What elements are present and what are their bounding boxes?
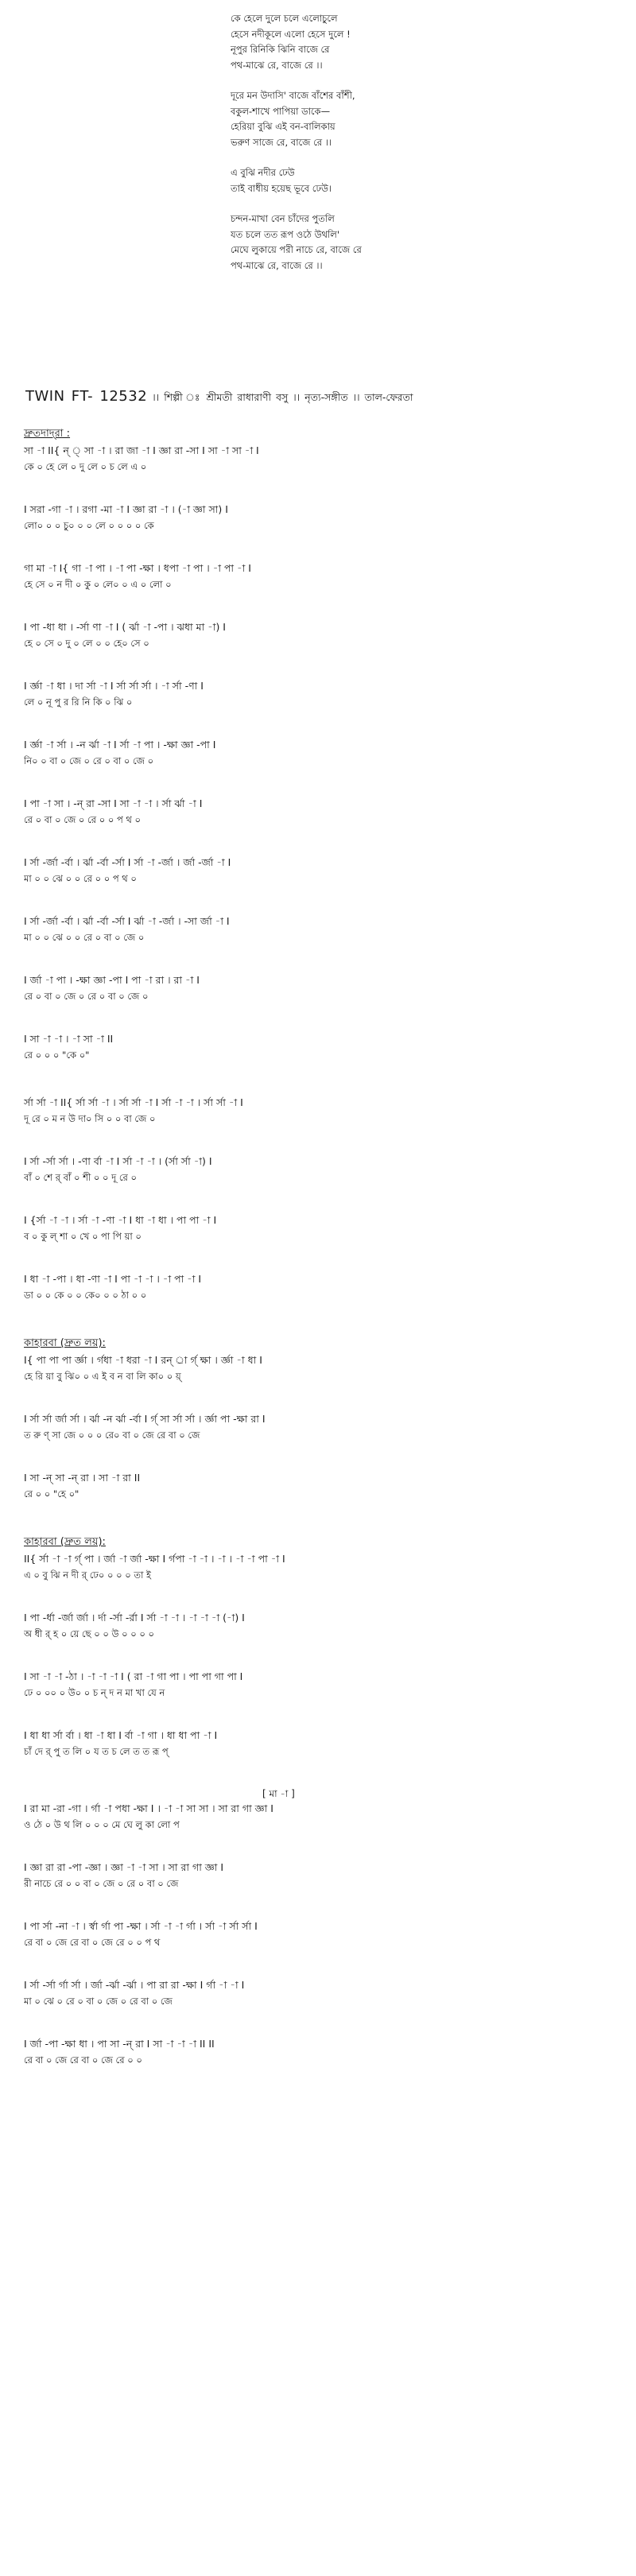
notation-line: সা -া II{ ন্ ্ সা -া । রা জা -া I জ্ঞা রা -সা I সা -া সা -া I <box>24 444 259 456</box>
lyric-line: রী নাচে রে ০ ০ বা ০ জে ০ রে ০ বা ০ জে <box>24 1878 179 1889</box>
notation-row <box>24 1801 628 1833</box>
lyric-line: রে ০ ০ "হে ০" <box>24 1488 80 1499</box>
poem-line: হেরিয়া বুঝি এই বন-বালিকায় <box>231 121 335 132</box>
notation-row <box>24 502 628 533</box>
notation-line: I জ্ঞা রা রা -পা -জ্ঞা । জ্ঞা -া -া সা । সা রা গা জ্ঞা I <box>24 1861 224 1873</box>
notation-row <box>24 914 628 945</box>
notation-area <box>24 425 628 2100</box>
lyric-line: রে বা ০ জে রে বা ০ জে রে ০ ০ প থ <box>24 1937 161 1948</box>
poem-line: নূপুর রিনিকি ঝিনি বাজে রে <box>231 44 330 55</box>
lyric-line: লে ০ নূ পু র রি নি কি ০ ঝি ০ <box>24 696 133 708</box>
notation-bracket: [ মা -া ] <box>262 1788 295 1799</box>
lyric-line: দূ রে ০ ম ন উ দা০ সি ০ ০ বা জে ০ <box>24 1113 156 1124</box>
lyric-line: ও ঠে ০ উ থ লি ০ ০ ০ মে ঘে লু কা লো প <box>24 1819 180 1830</box>
poem-line: এ বুঝি নদীর ঢেউ <box>231 167 295 178</box>
notation-line: I ধা -া -পা । ধা -ণা -া I পা -া -া । -া পা -া I <box>24 1273 202 1285</box>
poem-line: মেঘে লুকায়ে পরী নাচে রে, বাজে রে <box>231 244 362 255</box>
poem-line: হেসে নদীকূলে এলো হেসে দুলে ! <box>231 28 351 40</box>
notation-line: I সরা -গা -া । রগা -মা -া I জ্ঞা রা -া । (-া জ্ঞা সা) I <box>24 503 228 515</box>
lyric-line: মা ০ ০ ঝে ০ ০ রে ০ ০ প থ ০ <box>24 873 137 884</box>
notation-line: I র্সা -র্সা র্গা র্সা । র্জা -র্ঝা -র্ঝা । পা রা রা -ক্ষা I র্গা -া -া I <box>24 1979 245 1991</box>
notation-row <box>24 1352 628 1384</box>
notation-line: I র্জ্ঞা -া র্সা । -ন র্ঝা -া I র্সা -া পা । -ক্ষা জ্ঞা -পা I <box>24 739 216 751</box>
lyric-line: ব ০ কু ল্‌ শা ০ খে ০ পা পি য়া ০ <box>24 1231 142 1242</box>
notation-line: I র্সা -র্জা -র্বা । র্ঝা -র্বা -র্সা I র্সা -া -র্জা । র্জা -র্জা -া I <box>24 856 231 868</box>
lyric-line: এ ০ বু ঝি ন দী র্‌ ঢে০ ০ ০ ০ তা ই <box>24 1569 152 1581</box>
notation-row <box>24 972 628 1004</box>
notation-line: I পা -া সা । -ন্ রা -সা I সা -া -া । র্সা র্ঝা -া I <box>24 797 203 809</box>
record-label: TWIN FT- 12532 <box>25 388 148 405</box>
notation-line: I সা -া -া -ঠা । -া -া -া I ( রা -া গা পা । পা পা গা পা I <box>24 1670 243 1682</box>
poem-stanza <box>231 88 628 150</box>
notation-row <box>24 1551 628 1583</box>
poem-line: দূরে মন উদাসি' বাজে বাঁশের বাঁশী, <box>231 90 355 101</box>
notation-row <box>24 1411 628 1443</box>
poem-line: পথ-মাঝে রে, বাজে রে ।। <box>231 59 323 71</box>
notation-row <box>24 1918 628 1950</box>
notation-row <box>24 1095 628 1127</box>
poem-line: বকুল-শাখে পাপিয়া ডাকে— <box>231 105 331 117</box>
lyric-line: লো০ ০ ০ চু০ ০ ০ লে ০ ০ ০ ০ কে <box>24 520 154 531</box>
poem-line: পথ-মাঝে রে, বাজে রে ।। <box>231 259 323 271</box>
lyric-line: ত রু ণ্‌ সা জে ০ ০ ০ রে০ বা ০ জে রে বা ০ জে <box>24 1430 200 1441</box>
notation-line: I র্সা র্সা র্জা র্সা । র্ঝা -ন র্ঝা -র্বা I র্গ্‌ সা র্সা র্সা । র্জ্ঞা পা -ক্ষা রা I <box>24 1413 266 1425</box>
notation-row <box>24 1031 628 1063</box>
artist-credit: ।। শিল্পী ঃ শ্রীমতী রাধারাণী বসু ।। নৃত্য-সঙ্গীত ।। তাল-ফেরতা <box>152 391 413 403</box>
notation-line: গা মা -া I{ গা -া পা । -া পা -ক্ষা । ধপা -া পা । -া পা -া I <box>24 562 251 574</box>
notation-row <box>24 855 628 886</box>
lyric-line: রে ০ বা ০ জে ০ রে ০ ০ প থ ০ <box>24 814 142 825</box>
lyric-line: রে ০ ০ ০ "কে ০" <box>24 1049 90 1061</box>
poem-stanza <box>231 11 628 73</box>
notation-row <box>24 1860 628 1891</box>
notation-row <box>24 1212 628 1244</box>
notation-line: র্সা র্সা -া II{ র্সা র্সা -া । র্সা র্সা -া I র্সা -া -া । র্সা র্সা -া I <box>24 1096 243 1108</box>
lyric-line: অ ধী র্‌ হ ০ য়ে ছে ০ ০ উ ০ ০ ০ ০ <box>24 1628 154 1639</box>
poem-line: কে হেলে দুলে চলে এলোচুলে <box>231 13 338 24</box>
lyric-line: হে ০ সে ০ দু ০ লে ০ ০ হে০ সে ০ <box>24 638 149 649</box>
notation-row <box>24 1470 628 1502</box>
notation-line: I র্সা -র্জা -র্বা । র্ঝা -র্বা -র্সা I র্ঝা -া -র্জা । -সা র্জা -া I <box>24 915 230 927</box>
lyric-line: হে সে ০ ন দী ০ কু ০ লে০ ০ এ ০ লো ০ <box>24 579 172 590</box>
lyric-line: কে ০ হে লে ০ দু লে ০ চ লে এ ০ <box>24 461 147 472</box>
notation-line: I পা -র্ধা -র্জা র্জা । র্দা -র্সা -র্রা I র্সা -া -া । -া -া -া (-া) I <box>24 1612 245 1624</box>
notation-row <box>24 1154 628 1185</box>
poem-line: চন্দন-মাখা বেন চাঁদের পুতলি <box>231 213 335 224</box>
lyric-line: চাঁ দে র্‌ পু ত লি ০ য ত চ লে ত ত রূ প্‌ <box>24 1746 169 1757</box>
lyric-line: রে বা ০ জে রে বা ০ জে রে ০ ০ <box>24 2054 142 2066</box>
poem-line: যত চলে তত রূপ ওঠে উথলি' <box>231 228 340 240</box>
notation-line: II{ র্সা -া -া র্গ্‌ পা । র্জা -া র্জা -ক্ষা I র্গপা -া -া । -া । -া -া পা -া I <box>24 1553 285 1565</box>
notation-row <box>24 2036 628 2068</box>
notation-row <box>24 737 628 769</box>
notation-line: I পা -ধা ধা । -র্সা ণা -া I ( র্ঝা -া -পা । ঝধা মা -া) I <box>24 621 226 633</box>
section-label: কাহারবা (দ্রুত লয়): <box>24 1337 106 1349</box>
notation-row <box>24 1669 628 1701</box>
lyric-line: নি০ ০ বা ০ জে ০ রে ০ বা ০ জে ০ <box>24 755 154 766</box>
notation-row <box>24 443 628 475</box>
poem-stanza <box>231 165 628 196</box>
lyric-line: রে ০ বা ০ জে ০ রে ০ বা ০ জে ০ <box>24 991 149 1002</box>
notation-row <box>24 678 628 710</box>
notation-row <box>24 1610 628 1642</box>
notation-line: I রা মা -রা -গা । র্গা -া পধা -ক্ষা I । -া -া সা সা । সা রা গা জ্ঞা I <box>24 1802 273 1814</box>
lyric-line: হে রি য়া বু ঝি০ ০ এ ই ব ন বা লি কা০ ০ য়্‌ <box>24 1371 181 1382</box>
notation-line: I{ পা পা পা র্জ্ঞা । র্গধা -া ধরা -া I রন্‌ ্রা র্গ্‌ ক্ষা । র্জ্ঞা -া ধা I <box>24 1354 262 1366</box>
notation-row <box>24 619 628 651</box>
record-header <box>25 388 630 407</box>
notation-line: I {র্সা -া -া । র্সা -া -ণা -া I ধা -া ধা । পা পা -া I <box>24 1214 217 1226</box>
notation-line: I র্জ্ঞা -া ধা । দা র্সা -া I র্সা র্সা র্সা । -া র্সা -ণা I <box>24 680 204 692</box>
notation-row <box>24 1728 628 1759</box>
notation-line: I র্সা -র্সা র্সা । -ণা র্বা -া I র্সা -া -া । (র্সা র্সা -া) I <box>24 1155 212 1167</box>
notation-line: I সা -া -া । -া সা -া II <box>24 1033 114 1045</box>
notation-row <box>24 1977 628 2009</box>
lyric-line: ঢে ০ ০০ ০ উ০ ০ চ ন্‌ দ ন মা খা যে ন <box>24 1687 165 1698</box>
notation-line: I র্জা -পা -ক্ষা ধা । পা সা -ন্ রা I সা -া -া -া II II <box>24 2038 215 2050</box>
notation-line: I ধা ধা র্সা র্বা । ধা -া ধা I র্বা -া গা । ধা ধা পা -া I <box>24 1729 218 1741</box>
notation-row <box>24 561 628 592</box>
notation-line: I র্জা -া পা । -ক্ষা জ্ঞা -পা I পা -া রা । রা -া I <box>24 974 200 986</box>
notation-row <box>24 796 628 828</box>
lyric-line: মা ০ ০ ঝে ০ ০ রে ০ বা ০ জে ০ <box>24 932 145 943</box>
lyric-line: বাঁ ০ শে র্‌ বাঁ ০ শী ০ ০ দূ রে ০ <box>24 1172 138 1183</box>
poem-stanza <box>231 211 628 274</box>
poem-line: ভরুণ সাজে রে, বাজে রে ।। <box>231 136 332 148</box>
notation-line: I পা র্সা -না -া । র্স্বা র্গা পা -ক্ষা । র্সা -া -া র্গা । র্সা -া র্সা র্সা I <box>24 1920 258 1932</box>
notation-row <box>24 1271 628 1303</box>
poem-line: তাই বাধীয় হয়েছ ভূবে ঢেউ। <box>231 182 332 194</box>
lyric-line: মা ০ ঝে ০ রে ০ বা ০ জে ০ রে বা ০ জে <box>24 1996 173 2007</box>
section-label: কাহারবা (দ্রুত লয়): <box>24 1536 106 1548</box>
section-label: দ্রুতদাদ্‌রা : <box>24 428 71 440</box>
notation-line: I সা -ন্ সা -ন্ রা । সা -া রা II <box>24 1472 141 1484</box>
lyric-line: ডা ০ ০ কে ০ ০ কে০ ০ ০ ঠা ০ ০ <box>24 1290 147 1301</box>
lyric-poem <box>231 11 628 289</box>
